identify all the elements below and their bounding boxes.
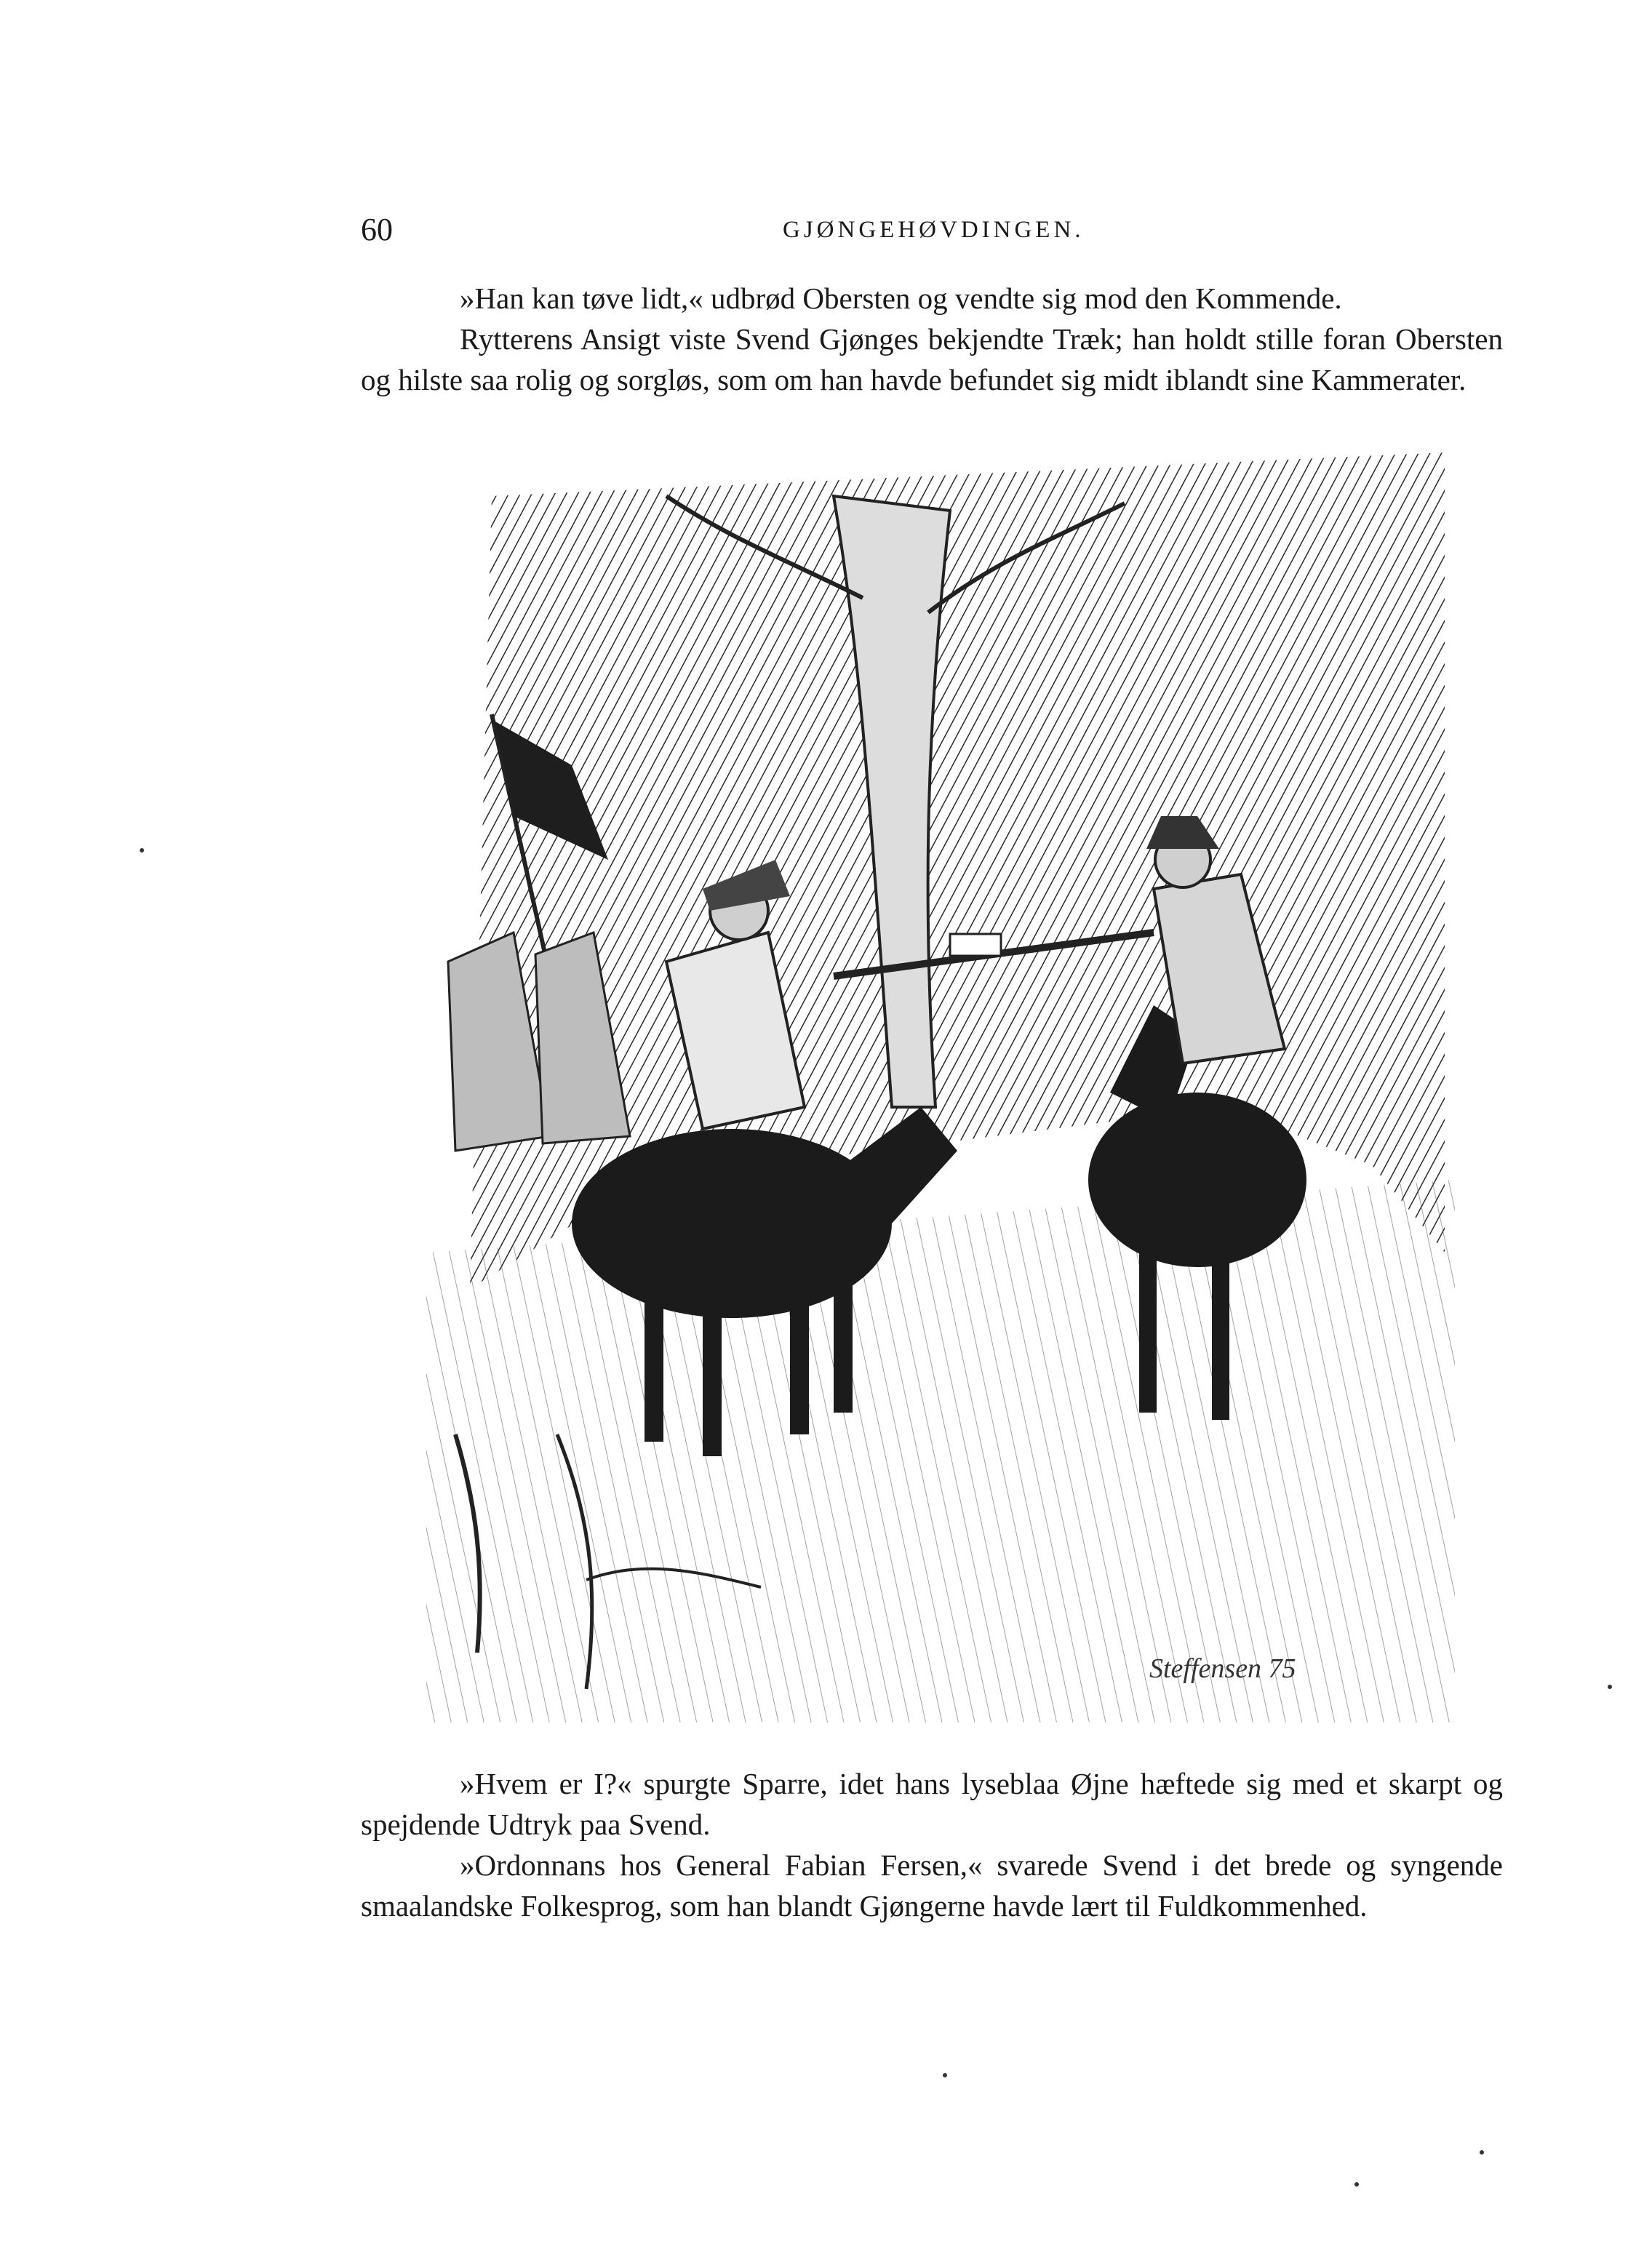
speck	[1354, 2182, 1359, 2187]
engraving-drawing	[426, 452, 1455, 1722]
speck	[943, 2073, 947, 2077]
text-block-bottom	[361, 1763, 1503, 1926]
paragraph: »Hvem er I?« spurgte Sparre, idet hans lyseblaa Øjne hæftede sig med et skarpt og spejdende Udtryk paa Svend.	[361, 1767, 1503, 1841]
speck	[140, 848, 144, 853]
artist-signature: Steffensen 75	[1149, 1653, 1296, 1684]
engraving-illustration	[426, 452, 1455, 1722]
paragraph: »Han kan tøve lidt,« udbrød Obersten og vendte sig mod den Kommende.	[460, 281, 1342, 315]
page-number: 60	[361, 212, 393, 247]
paragraph: »Ordonnans hos General Fabian Fersen,« svarede Svend i det brede og syngende smaalandske Folkesprog, som han blandt Gjøngerne havde lært til Fuldkommenhed.	[361, 1848, 1503, 1922]
speck	[1480, 2150, 1484, 2155]
text-block-top	[361, 278, 1503, 400]
paragraph: Rytterens Ansigt viste Svend Gjønges bekjendte Træk; han holdt stille foran Obersten og hilste saa rolig og sorgløs, som om han havde befundet sig midt iblandt sine Kammerater.	[361, 322, 1503, 396]
running-head: GJØNGEHØVDINGEN.	[783, 217, 1085, 243]
speck	[1608, 1685, 1612, 1689]
